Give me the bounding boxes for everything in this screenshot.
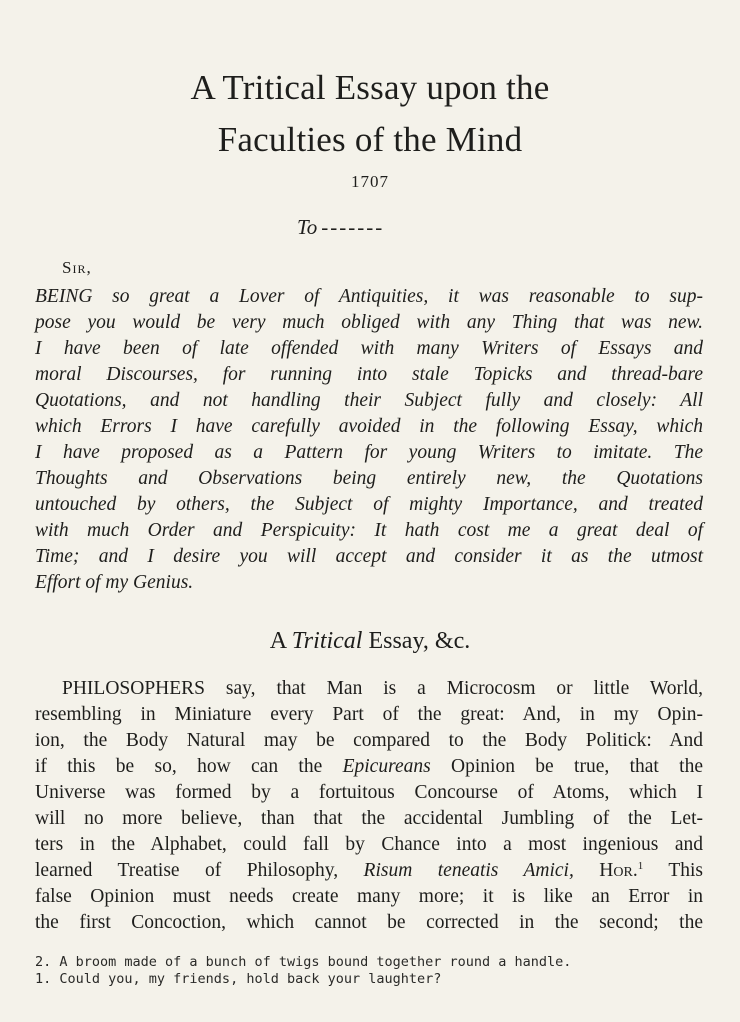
body-line: will no more believe, than that the accidental Jumbling of the Let-: [35, 808, 703, 829]
body-line: [35, 754, 703, 780]
body-line: ters in the Alphabet, could fall by Chance into a most ingenious and: [35, 834, 703, 855]
latin-quotation: Risum teneatis Amici,: [363, 860, 574, 881]
body-line-8-part-a: learned Treatise of Philosophy,: [35, 860, 364, 881]
horace-citation: Hor.: [573, 860, 638, 881]
addressee-line: [297, 215, 384, 240]
section-heading-after: Essay, &c.: [362, 628, 471, 654]
letter-line: I have been of late offended with many Writers of Essays and: [35, 338, 703, 359]
section-heading-before: A: [269, 628, 292, 654]
letter-line: BEING so great a Lover of Antiquities, it was reasonable to sup-: [35, 286, 703, 307]
letter-line: Thoughts and Observations being entirely new, the Quotations: [35, 468, 703, 489]
section-heading: [0, 628, 740, 655]
letter-line: with much Order and Perspicuity: It hath cost me a great deal of: [35, 520, 703, 541]
footnote-1: 1. Could you, my friends, hold back your laughter?: [35, 971, 442, 987]
epicureans-term: Epicureans: [342, 756, 431, 777]
body-line: ion, the Body Natural may be compared to the Body Politick: And: [35, 730, 703, 751]
body-line: [35, 858, 703, 884]
letter-line: moral Discourses, for running into stale Topicks and thread-bare: [35, 364, 703, 385]
body-line-8-part-b: This: [643, 860, 703, 881]
body-line: resembling in Miniature every Part of the great: And, in my Opin-: [35, 704, 703, 725]
body-line: the first Concoction, which cannot be corrected in the second; the: [35, 912, 703, 933]
salutation: Sir,: [62, 258, 92, 277]
essay-title: [0, 62, 740, 166]
essay-title-line-1: A Tritical Essay upon the: [190, 68, 550, 107]
addressee-to: To: [297, 215, 318, 239]
body-line: PHILOSOPHERS say, that Man is a Microcosm or little World,: [62, 678, 703, 699]
body-line: false Opinion must needs create many more; it is like an Error in: [35, 886, 703, 907]
body-line: Universe was formed by a fortuitous Concourse of Atoms, which I: [35, 782, 703, 803]
letter-line: Quotations, and not handling their Subject fully and closely: All: [35, 390, 703, 411]
dedication-letter: [35, 284, 703, 596]
footnote-2: 2. A broom made of a bunch of twigs bound together round a handle.: [35, 954, 572, 970]
footnotes: [35, 954, 703, 988]
letter-line: I have proposed as a Pattern for young Writers to imitate. The: [35, 442, 703, 463]
letter-line: Effort of my Genius.: [35, 572, 194, 593]
essay-title-line-2: Faculties of the Mind: [217, 120, 523, 159]
footnote-marker-1[interactable]: 1: [637, 860, 644, 872]
letter-line: untouched by others, the Subject of mighty Importance, and treated: [35, 494, 703, 515]
addressee-dashes: -------: [321, 215, 385, 239]
letter-line: Time; and I desire you will accept and consider it as the utmost: [35, 546, 703, 567]
body-line-4-part-a: if this be so, how can the: [35, 756, 343, 777]
essay-year: 1707: [351, 172, 389, 191]
body-line-4-part-b: Opinion be true, that the: [430, 756, 703, 777]
essay-body: [35, 676, 703, 936]
letter-line: which Errors I have carefully avoided in the following Essay, which: [35, 416, 703, 437]
section-heading-italic: Tritical: [291, 628, 363, 654]
letter-line: pose you would be very much obliged with any Thing that was new.: [35, 312, 703, 333]
